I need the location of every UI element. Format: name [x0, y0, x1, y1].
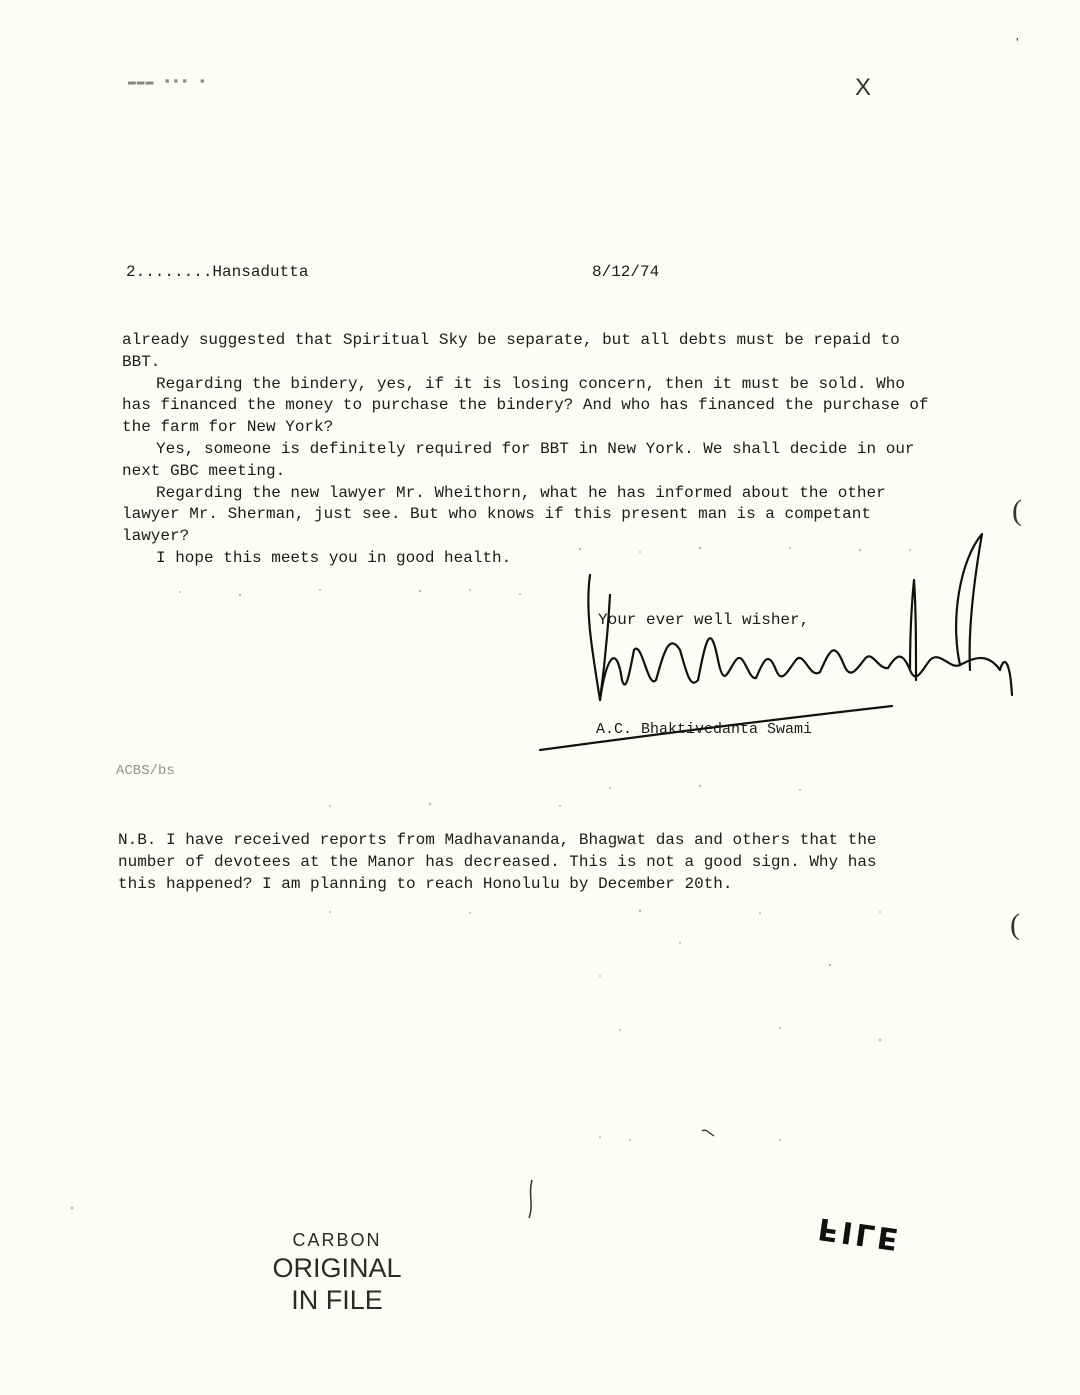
- signer-name: A.C. Bhaktivedanta Swami: [596, 721, 813, 738]
- body-paragraph: Yes, someone is definitely required for BBT in New York. We shall decide in our next GBC meeting.: [122, 439, 915, 480]
- stamp-line: IN FILE: [291, 1285, 383, 1315]
- punch-hole-mark: (: [1010, 908, 1020, 941]
- edge-tick: ': [1016, 36, 1019, 51]
- body-paragraph: Regarding the new lawyer Mr. Wheithorn, what he has informed about the other lawyer Mr. Sherman, just see. But who knows if this present man is a competant lawyer?: [122, 483, 886, 546]
- body-paragraph: Regarding the bindery, yes, if it is losing concern, then it must be sold. Who has financed the money to purchase the bindery? And who has financed the purchase of the farm for New York?: [122, 374, 929, 437]
- page-number-recipient: 2........Hansadutta: [126, 263, 309, 281]
- punch-hole-mark: (: [1012, 494, 1022, 527]
- faint-letterhead-remnant: ▬▬▬ ▪▪▪ ▪: [128, 74, 208, 89]
- closing-salutation: Your ever well wisher,: [598, 611, 810, 629]
- typist-initials: ACBS/bs: [116, 763, 175, 779]
- carbon-original-stamp: [262, 1228, 412, 1316]
- postscript-text: N.B. I have received reports from Madhavananda, Bhagwat das and others that the number of devotees at the Manor has decreased. This is not a good sign. Why has this happened? I am planning to reach Honolulu by December 20th.: [118, 831, 877, 893]
- stamp-line: CARBON: [292, 1230, 382, 1250]
- body-paragraph: I hope this meets you in good health.: [156, 548, 512, 567]
- stamp-line: ORIGINAL: [272, 1253, 402, 1283]
- file-stamp: FILE: [815, 1210, 904, 1257]
- body-paragraph: already suggested that Spiritual Sky be separate, but all debts must be repaid to BBT.: [122, 331, 900, 371]
- letter-date: 8/12/74: [592, 263, 660, 281]
- corner-mark: X: [855, 74, 872, 101]
